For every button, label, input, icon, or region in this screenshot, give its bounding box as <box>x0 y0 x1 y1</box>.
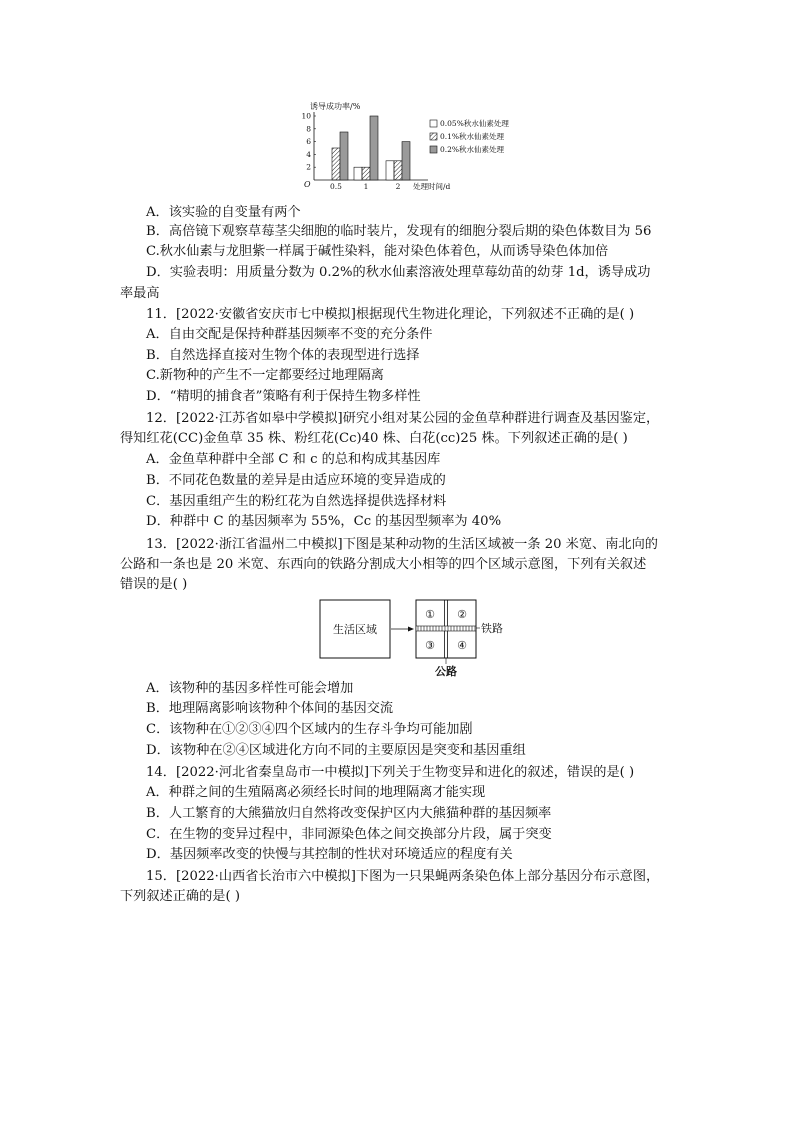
q13-option-b: B．地理隔离影响该物种个体间的基因交流 <box>146 701 394 716</box>
legend-swatch <box>430 120 437 127</box>
q10-option-d-line1: D．实验表明：用质量分数为 0.2%的秋水仙素溶液处理草莓幼苗的幼芽 1d，诱导成功 <box>146 265 651 280</box>
bar-3-0.5 <box>340 132 348 180</box>
railway-label: 铁路 <box>481 622 503 635</box>
bar-1-2 <box>386 161 394 180</box>
bar-3-1 <box>370 116 378 180</box>
legend-swatch <box>430 133 437 140</box>
origin-label: O <box>304 180 311 189</box>
q11-option-c: C.新物种的产生不一定都要经过地理隔离 <box>146 368 384 383</box>
q10-option-d-line2: 率最高 <box>120 286 160 301</box>
bar-chart <box>290 98 540 190</box>
y-tick-label: 10 <box>301 111 311 121</box>
railway-band <box>416 626 476 631</box>
q14-option-b: B．人工繁育的大熊猫放归自然将改变保护区内大熊猫种群的基因频率 <box>146 806 552 821</box>
q12-option-c: C．基因重组产生的粉红花为自然选择提供选择材料 <box>146 494 447 509</box>
q11-stem: 11．[2022·安徽省安庆市七中模拟]根据现代生物进化理论，下列叙述不正确的是( ) <box>146 307 635 322</box>
q13-option-d: D．该物种在②④区域进化方向不同的主要原因是突变和基因重组 <box>146 743 526 758</box>
legend-label: 0.2%秋水仙素处理 <box>440 145 505 154</box>
region-1: ① <box>425 608 435 621</box>
x-tick-label: 2 <box>395 182 401 190</box>
road-label: 公路 <box>435 665 457 678</box>
legend-label: 0.05%秋水仙素处理 <box>440 119 509 128</box>
bar-2-1 <box>362 167 370 180</box>
y-tick-label: 8 <box>306 124 311 134</box>
y-tick-label: 2 <box>306 162 311 172</box>
bar-3-2 <box>402 142 410 180</box>
q14-stem: 14．[2022·河北省秦皇岛市一中模拟]下列关于生物变异和进化的叙述，错误的是( ) <box>146 765 635 780</box>
region-2: ② <box>457 608 467 621</box>
q14-option-d: D．基因频率改变的快慢与其控制的性状对环境适应的程度有关 <box>146 847 513 862</box>
q15-stem-line2: 下列叙述正确的是( ) <box>120 889 240 904</box>
y-tick-label: 4 <box>306 149 311 159</box>
q12-option-d: D．种群中 C 的基因频率为 55%，Cc 的基因型频率为 40% <box>146 514 502 529</box>
habitat-label: 生活区域 <box>333 623 377 636</box>
bar-2-2 <box>394 161 402 180</box>
bar-2-0.5 <box>332 148 340 180</box>
q13-option-c: C．该物种在①②③④四个区域内的生存斗争均可能加剧 <box>146 722 473 737</box>
q10-option-c: C.秋水仙素与龙胆紫一样属于碱性染料，能对染色体着色，从而诱导染色体加倍 <box>146 244 609 259</box>
habitat-diagram <box>310 596 510 678</box>
y-tick-label: 6 <box>306 137 311 147</box>
region-3: ③ <box>425 639 435 652</box>
q13-stem-line1: 13．[2022·浙江省温州二中模拟]下图是某种动物的生活区域被一条 20 米宽、南北向的 <box>146 537 658 552</box>
q14-option-c: C．在生物的变异过程中，非同源染色体之间交换部分片段，属于突变 <box>146 827 552 842</box>
q11-option-d: D．“精明的捕食者”策略有利于保持生物多样性 <box>146 389 421 404</box>
q13-stem-line2: 公路和一条也是 20 米宽、东西向的铁路分割成大小相等的四个区域示意图，下列有关叙述 <box>120 557 647 572</box>
legend-swatch <box>430 146 437 153</box>
y-axis-title: 诱导成功率/% <box>310 102 361 111</box>
q10-option-b: B．高倍镜下观察草莓茎尖细胞的临时装片，发现有的细胞分裂后期的染色体数目为 56 <box>146 224 652 239</box>
q13-stem-line3: 错误的是( ) <box>120 577 188 592</box>
region-4: ④ <box>457 639 467 652</box>
q12-option-a: A．金鱼草种群中全部 C 和 c 的总和构成其基因库 <box>146 452 441 467</box>
q12-stem-line2: 得知红花(CC)金鱼草 35 株、粉红花(Cc)40 株、白花(cc)25 株。下列叙述正确的是( ) <box>120 431 628 446</box>
q12-option-b: B．不同花色数量的差异是由适应环境的变异造成的 <box>146 473 446 488</box>
arrow-head <box>408 627 414 632</box>
x-axis-title: 处理时间/d <box>413 182 451 190</box>
q15-stem-line1: 15．[2022·山西省长治市六中模拟]下图为一只果蝇两条染色体上部分基因分布示意图， <box>146 869 660 884</box>
bar-1-1 <box>354 167 362 180</box>
legend-label: 0.1%秋水仙素处理 <box>440 132 505 141</box>
q13-option-a: A．该物种的基因多样性可能会增加 <box>146 681 354 696</box>
q11-option-a: A．自由交配是保持种群基因频率不变的充分条件 <box>146 327 433 342</box>
x-tick-label: 0.5 <box>330 182 342 190</box>
q12-stem-line1: 12．[2022·江苏省如皋中学模拟]研究小组对某公园的金鱼草种群进行调查及基因鉴定， <box>146 411 660 426</box>
q14-option-a: A．种群之间的生殖隔离必须经长时间的地理隔离才能实现 <box>146 785 486 800</box>
x-tick-label: 1 <box>363 182 369 190</box>
q10-option-a: A．该实验的自变量有两个 <box>146 205 301 220</box>
q11-option-b: B．自然选择直接对生物个体的表现型进行选择 <box>146 348 420 363</box>
